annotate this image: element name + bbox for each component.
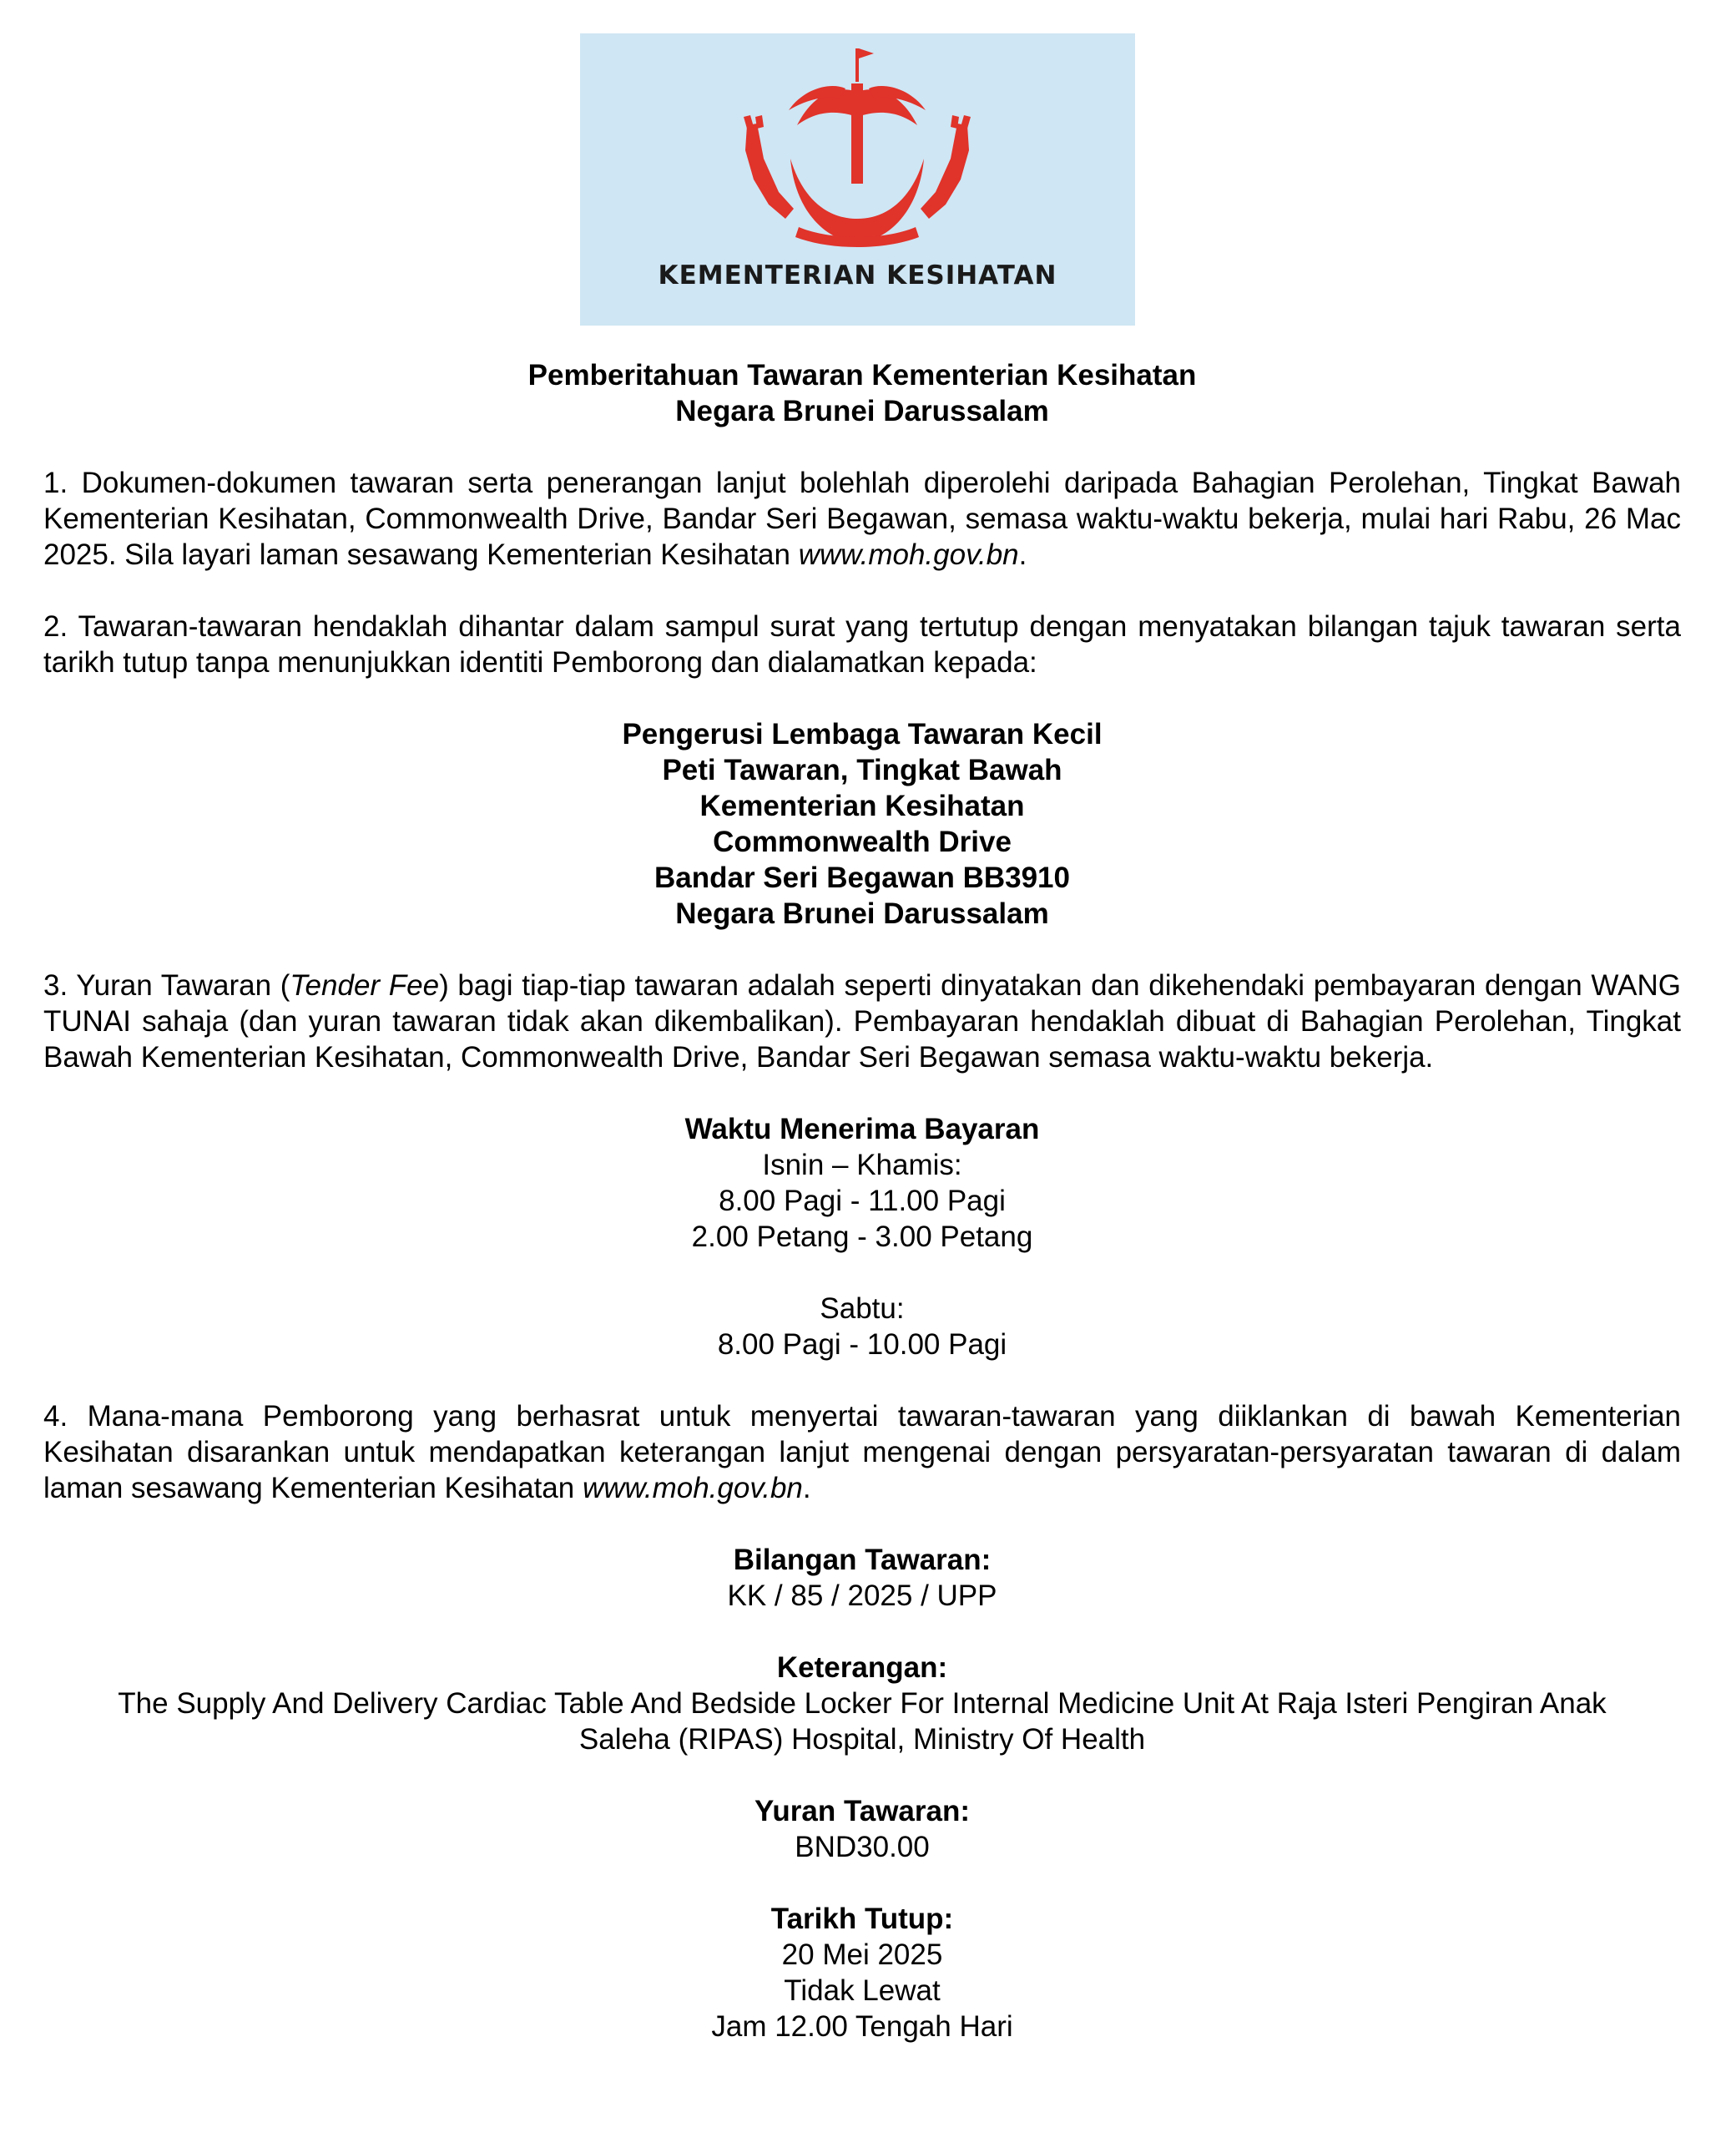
fee-label: Yuran Tawaran: (754, 1795, 971, 1827)
address-line: Peti Tawaran, Tingkat Bawah (662, 754, 1062, 786)
paragraph-3 (43, 968, 1681, 1075)
description-line-2: Saleha (RIPAS) Hospital, Ministry Of Health (578, 1723, 1146, 1756)
tender-number-value: KK / 85 / 2025 / UPP (727, 1579, 997, 1612)
saturday-slot: 8.00 Pagi - 10.00 Pagi (717, 1328, 1007, 1361)
payment-heading: Waktu Menerima Bayaran (684, 1113, 1040, 1145)
paragraph-4-text: 4. Mana-mana Pemborong yang berhasrat untuk menyertai tawaran-tawaran yang diiklankan di bawah Kementerian Kesihatan disarankan untuk mendapatkan keterangan lanjut mengenai dengan persyaratan-persyaratan tawaran di dalam laman sesawang Kementerian Kesihatan (43, 1400, 1681, 1504)
tender-description (43, 1650, 1681, 1757)
saturday-label: Sabtu: (820, 1292, 905, 1325)
closing-note: Tidak Lewat (784, 1974, 941, 2007)
closing-date (43, 1901, 1681, 2044)
fee-value: BND30.00 (795, 1831, 930, 1863)
website-link[interactable]: www.moh.gov.bn (798, 538, 1019, 571)
ministry-logo (580, 33, 1135, 326)
title-line-2: Negara Brunei Darussalam (675, 395, 1049, 427)
paragraph-3-rest: ) bagi tiap-tiap tawaran adalah seperti dinyatakan dan dikehendaki pembayaran dengan WANG TUNAI sahaja (dan yuran tawaran tidak akan dikembalikan). Pembayaran hendaklah dibuat di Bahagian Perolehan, Tingkat Bawah Kementerian Kesihatan, Commonwealth Drive, Bandar Seri Begawan semasa waktu-waktu bekerja. (43, 969, 1682, 1074)
weekday-label: Isnin – Khamis: (762, 1149, 962, 1181)
closing-time: Jam 12.00 Tengah Hari (711, 2010, 1013, 2043)
brunei-crest-icon (580, 33, 1135, 250)
closing-date-value: 20 Mei 2025 (781, 1938, 943, 1971)
description-label: Keterangan: (776, 1651, 948, 1684)
paragraph-4 (43, 1398, 1681, 1506)
logo-caption: KEMENTERIAN KESIHATAN (658, 260, 1057, 291)
paragraph-2: 2. Tawaran-tawaran hendaklah dihantar dalam sampul surat yang tertutup dengan menyatakan bilangan tajuk tawaran serta tarikh tutup tanpa menunjukkan identiti Pemborong dan dialamatkan kepada: (43, 610, 1681, 679)
notice-title (43, 357, 1681, 429)
title-line-1: Pemberitahuan Tawaran Kementerian Kesihatan (527, 359, 1197, 392)
address-line: Kementerian Kesihatan (699, 790, 1025, 822)
description-line-1: The Supply And Delivery Cardiac Table And Bedside Locker For Internal Medicine Unit At Raja Isteri Pengiran Anak (118, 1687, 1607, 1720)
notice-body (43, 357, 1681, 2044)
website-link[interactable]: www.moh.gov.bn (582, 1472, 803, 1504)
tender-number (43, 1542, 1681, 1614)
address-block (43, 716, 1681, 932)
saturday-hours (43, 1291, 1681, 1362)
address-line: Negara Brunei Darussalam (675, 897, 1049, 930)
tender-fee-term: Tender Fee (290, 969, 440, 1002)
paragraph-3-text: 3. Yuran Tawaran ( (43, 969, 290, 1002)
weekday-slot-1: 8.00 Pagi - 11.00 Pagi (719, 1185, 1006, 1217)
paragraph-1-text: 1. Dokumen-dokumen tawaran serta penerangan lanjut bolehlah diperolehi daripada Bahagian Perolehan, Tingkat Bawah Kementerian Kesihatan, Commonwealth Drive, Bandar Seri Begawan, semasa waktu-waktu bekerja, mulai hari Rabu, 26 Mac 2025. Sila layari laman sesawang Kementerian Kesihatan (43, 467, 1681, 571)
address-line: Bandar Seri Begawan BB3910 (654, 862, 1070, 894)
address-line: Commonwealth Drive (713, 826, 1012, 858)
weekday-slot-2: 2.00 Petang - 3.00 Petang (691, 1221, 1033, 1253)
address-line: Pengerusi Lembaga Tawaran Kecil (622, 718, 1103, 751)
paragraph-1-end: . (1018, 538, 1027, 571)
payment-hours (43, 1111, 1681, 1255)
paragraph-1 (43, 465, 1681, 573)
tender-fee (43, 1793, 1681, 1865)
paragraph-4-end: . (802, 1472, 811, 1504)
closing-label: Tarikh Tutup: (770, 1903, 954, 1935)
tender-number-label: Bilangan Tawaran: (733, 1544, 992, 1576)
